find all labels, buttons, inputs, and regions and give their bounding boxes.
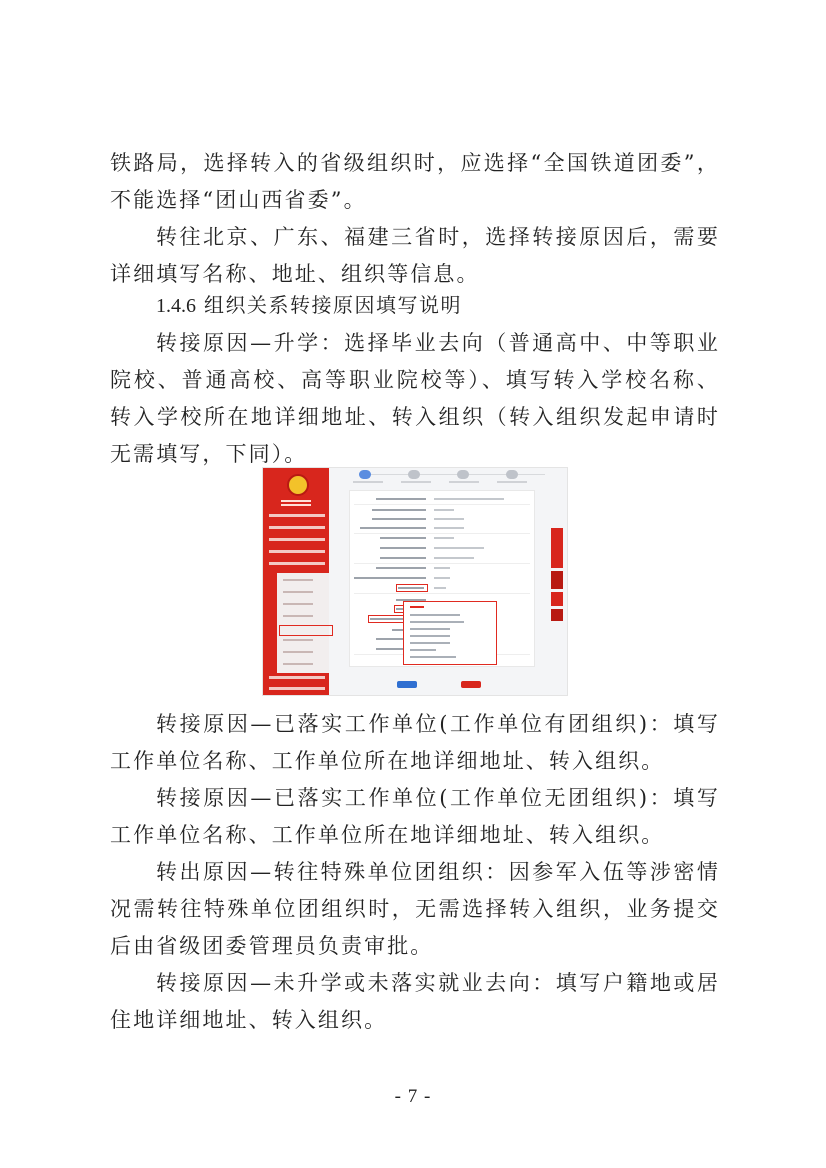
step-progress [353,470,553,486]
sub-item [283,603,313,605]
nav-item [269,526,325,529]
right-tool-strip [551,592,563,606]
sidebar-brand [273,498,319,508]
sidebar-subpanel [277,573,329,673]
step-dot [457,470,469,479]
page-number: - 7 - [394,1086,432,1107]
emblem-icon [287,474,309,496]
paragraph-reason-special-unit: 转出原因—转往特殊单位团组织：因参军入伍等涉密情况需转往特殊单位团组织时，无需选择转入组织，业务提交后由省级团委管理员负责审批。 [110,860,720,958]
paragraph-continued: 铁路局，选择转入的省级组织时，应选择“全国铁道团委”，不能选择“团山西省委”。 [110,151,720,212]
cancel-button [461,681,481,688]
nav-item [269,550,325,553]
nav-item [269,562,325,565]
submit-button [397,681,417,688]
nav-item [269,676,325,679]
sub-item [283,579,313,581]
sub-item [283,651,313,653]
embedded-form-screenshot [262,467,568,696]
sub-item [283,591,313,593]
section-number: 1.4.6 [156,295,196,317]
selected-menu-highlight [279,625,333,636]
destination-dropdown [403,601,497,665]
right-tool-strip [551,609,563,621]
right-tool-strip [551,571,563,589]
section-title: 组织关系转接原因填写说明 [204,293,462,317]
step-dot [408,470,420,479]
sub-item [283,663,313,665]
nav-item [269,687,325,690]
step-dot [506,470,518,479]
paragraph-reason-employed-with-league: 转接原因—已落实工作单位(工作单位有团组织)：填写工作单位名称、工作单位所在地详细地址、转入组织。 [110,712,720,773]
paragraph-reason-no-placement: 转接原因—未升学或未落实就业去向：填写户籍地或居住地详细地址、转入组织。 [110,971,720,1032]
paragraph-reason-employed-without-league: 转接原因—已落实工作单位(工作单位无团组织)：填写工作单位名称、工作单位所在地详细地址、转入组织。 [110,786,720,847]
sub-item [283,615,313,617]
paragraph-beijing-guangdong-fujian: 转往北京、广东、福建三省时，选择转接原因后，需要详细填写名称、地址、组织等信息。 [110,225,720,286]
sub-item [283,639,313,641]
nav-item [269,514,325,517]
right-tool-strip [551,528,563,568]
nav-item [269,538,325,541]
step-dot [359,470,371,479]
section-heading [156,290,462,321]
paragraph-reason-further-study: 转接原因—升学：选择毕业去向（普通高中、中等职业院校、普通高校、高等职业院校等）、填写转入学校名称、转入学校所在地详细地址、转入组织（转入组织发起申请时无需填写，下同）。 [110,331,720,466]
